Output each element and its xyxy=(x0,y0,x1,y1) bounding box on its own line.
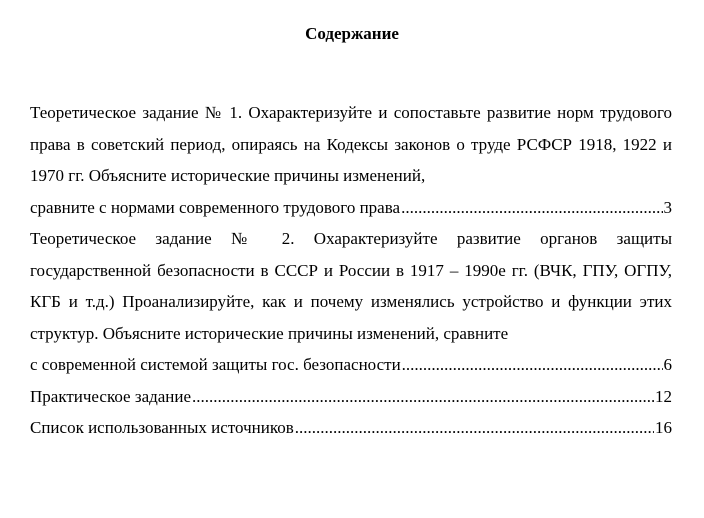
toc-entry-last-line xyxy=(30,192,672,224)
toc-entry-text: Теоретическое задание № 2. Охарактеризуйте развитие органов защиты государственной безопасности в СССР и России в 1917 – 1990е гг. (ВЧК, ГПУ, ОГПУ, КГБ и т.д.) Проанализируйте, как и почему изменялись устройство и функции этих структур. Объясните исторические причины изменений, сравните xyxy=(30,229,672,343)
table-of-contents xyxy=(30,97,672,444)
toc-entry-text-end: Практическое задание xyxy=(30,386,192,406)
page-title: Содержание xyxy=(305,24,399,43)
page-number: 12 xyxy=(655,386,672,406)
dot-leader xyxy=(402,349,663,381)
toc-entry-last-line xyxy=(30,381,672,413)
toc-entry-text-end: сравните с нормами современного трудового права xyxy=(30,197,401,217)
dot-leader xyxy=(295,412,654,444)
toc-entry-last-line xyxy=(30,412,672,444)
page-number: 3 xyxy=(663,197,672,217)
toc-entry-practical[interactable] xyxy=(30,381,672,413)
toc-entry-last-line xyxy=(30,349,672,381)
dot-leader xyxy=(401,192,662,224)
toc-entry-text-end: с современной системой защиты гос. безопасности xyxy=(30,355,401,374)
page-number: 6 xyxy=(663,355,672,374)
toc-entry-text-end: Список использованных источников xyxy=(30,418,294,437)
toc-entry-text: Теоретическое задание № 1. Охарактеризуйте и сопоставьте развитие норм трудового права в советский период, опираясь на Кодексы законов о труде РСФСР 1918, 1922 и 1970 гг. Объясните исторические причины изменений, xyxy=(30,103,672,185)
toc-entry-theory-1[interactable] xyxy=(30,97,672,223)
toc-entry-sources[interactable] xyxy=(30,412,672,444)
dot-leader xyxy=(192,381,654,413)
page-number: 16 xyxy=(655,418,672,437)
toc-entry-theory-2[interactable] xyxy=(30,223,672,381)
